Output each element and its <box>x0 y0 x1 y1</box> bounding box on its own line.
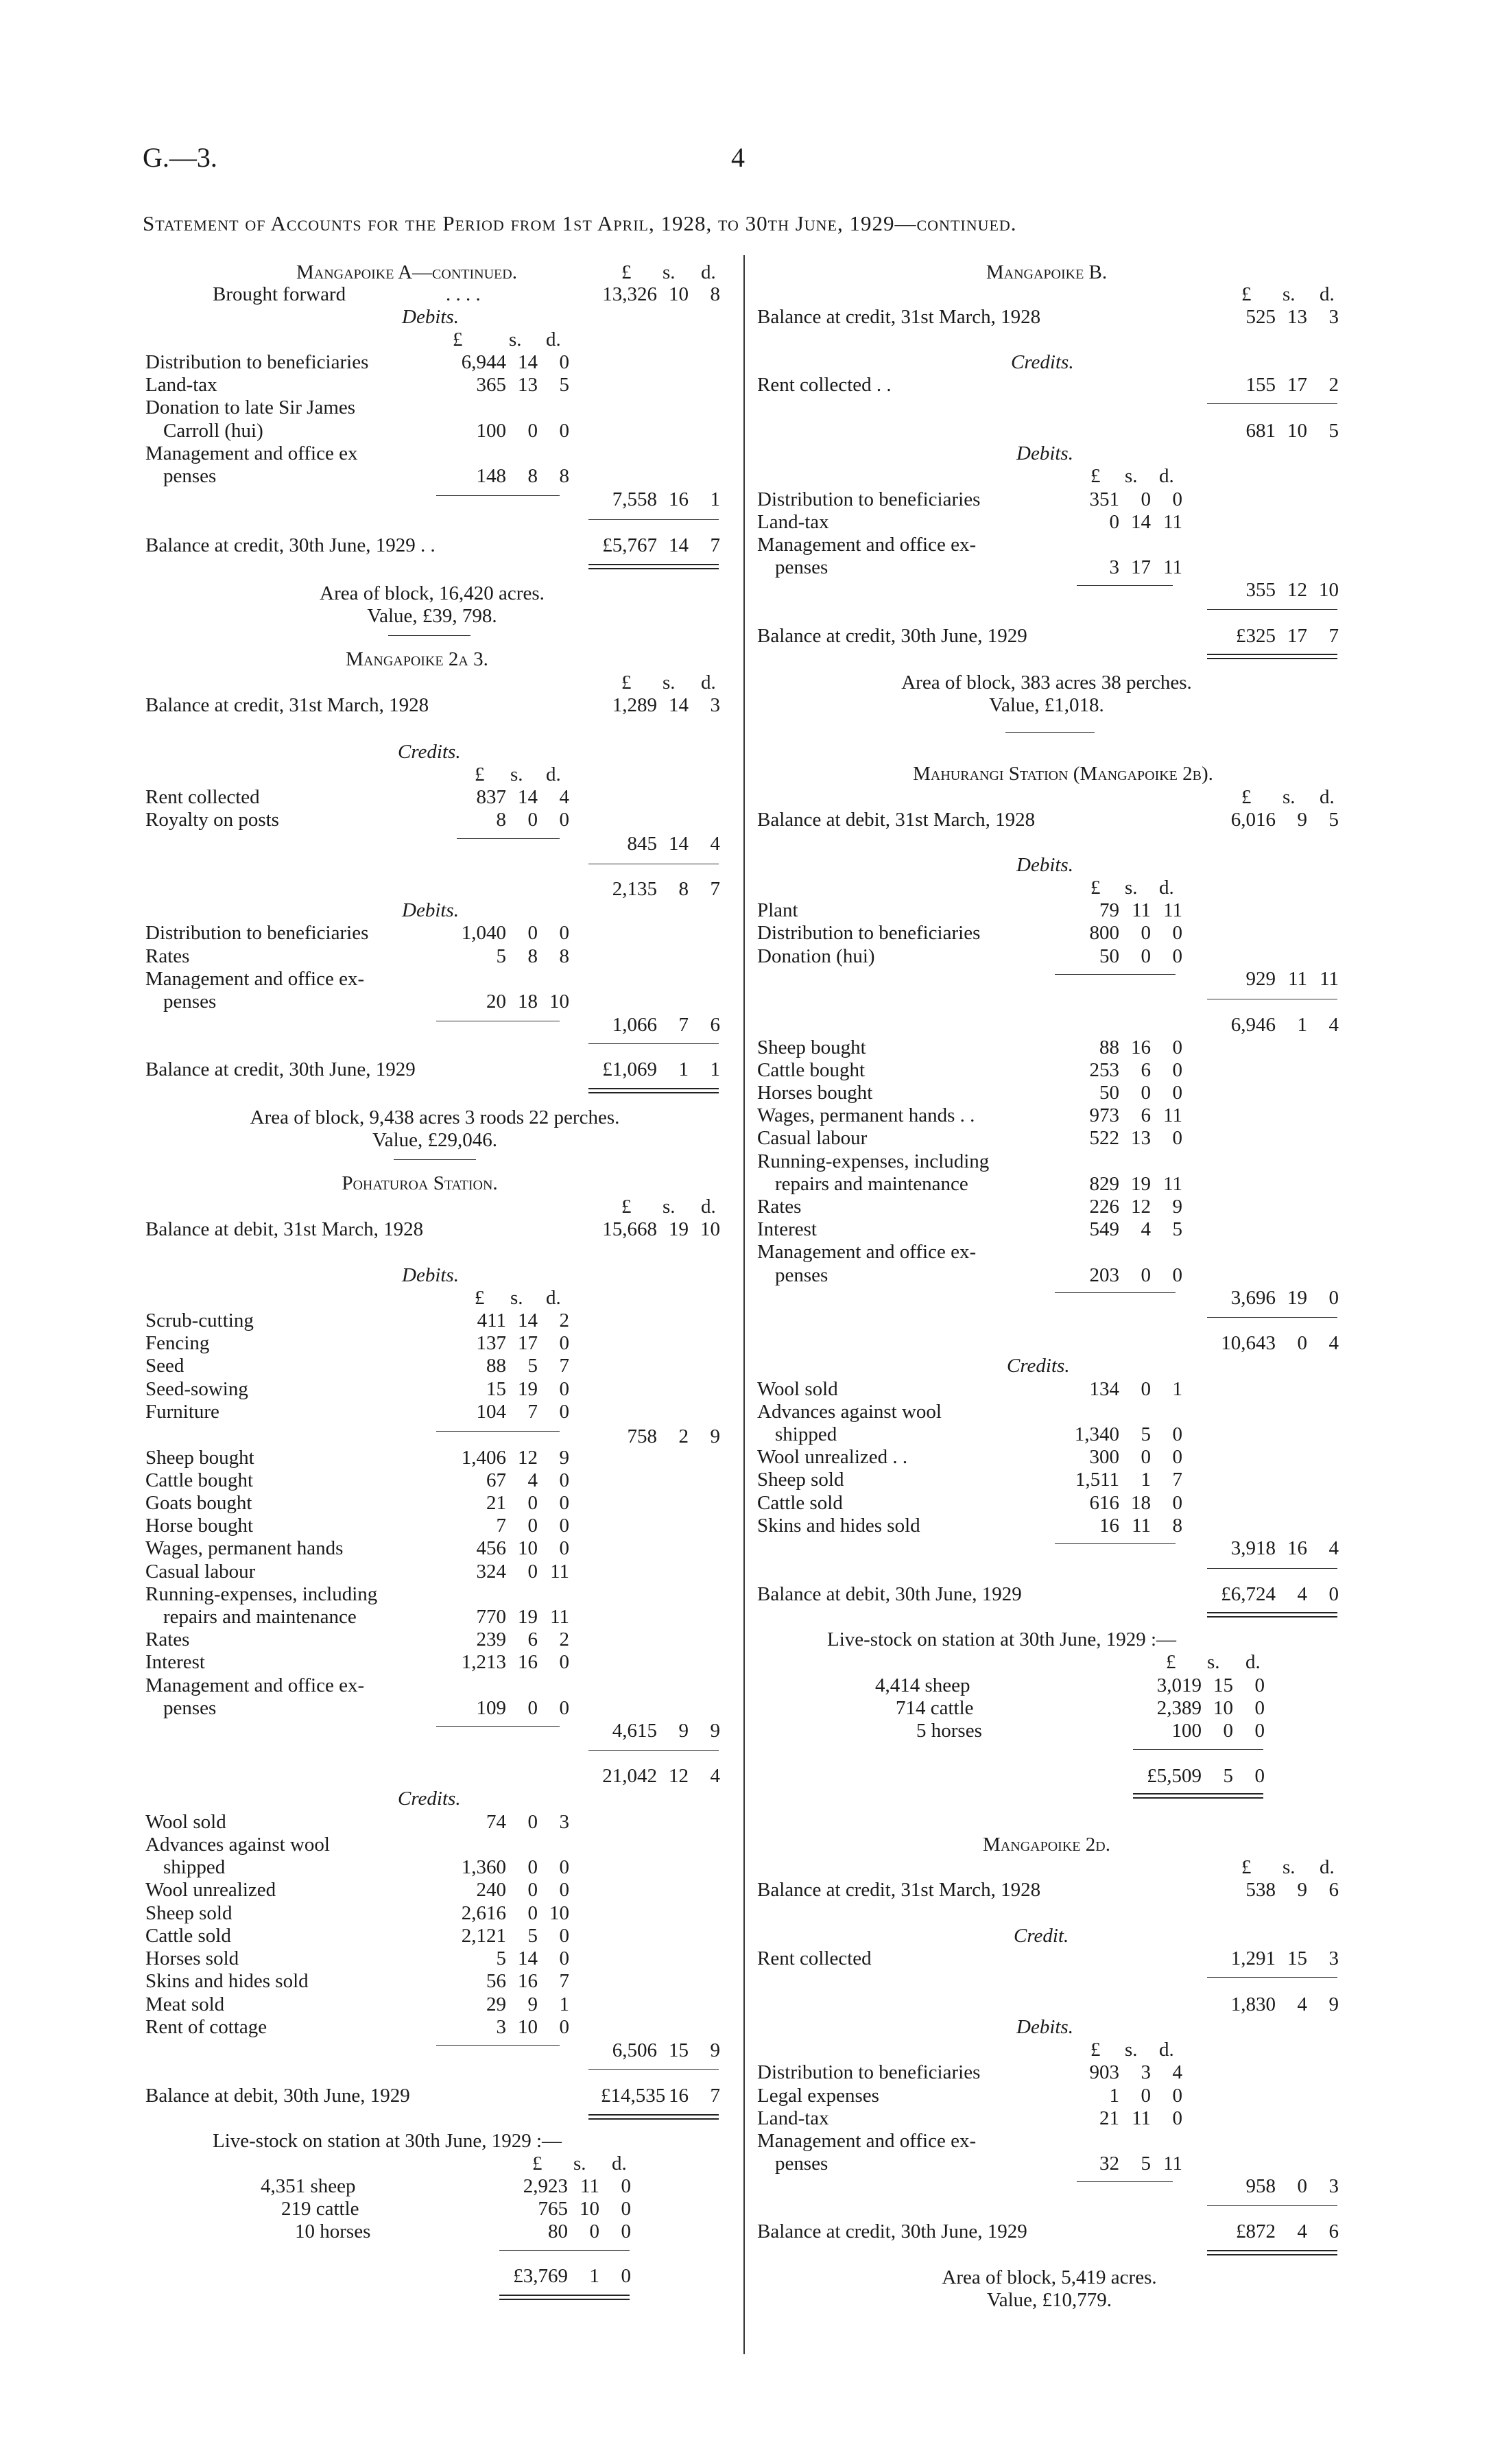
livestock-heading: Live-stock on station at 30th June, 1929 :— <box>213 2130 562 2152</box>
opening-balance-label: Balance at debit, 31st March, 1928 <box>757 809 1036 831</box>
livestock-label: 4,351 sheep <box>261 2175 356 2197</box>
double-rule <box>588 2114 719 2120</box>
ledger-label: Rates <box>757 1196 802 1218</box>
livestock-label: 219 cattle <box>281 2198 359 2220</box>
col-shilling: s. <box>1283 786 1296 808</box>
area-note: Area of block, 9,438 acres 3 roods 22 perches. <box>250 1106 620 1128</box>
col-pence: d. <box>612 2153 627 2175</box>
leader-dots: . . . . <box>446 283 481 305</box>
opening-balance-amount: 525 13 3 <box>1245 306 1339 328</box>
livestock-label: 10 horses <box>295 2220 371 2242</box>
col-pound: £ <box>1241 786 1252 808</box>
column-divider <box>743 255 745 2354</box>
page-number: 4 <box>731 142 745 173</box>
ledger-label: Rent collected <box>757 1947 872 1969</box>
subtotal-amount: 1,066 7 6 <box>612 1014 720 1036</box>
ledger-label: penses <box>775 2153 828 2175</box>
section-heading: Pohaturoa Station. <box>342 1172 498 1194</box>
ledger-amount: 32 5 11 <box>1099 2153 1182 2175</box>
subtotal-amount: 2,135 8 7 <box>612 878 720 900</box>
rule <box>1077 2181 1173 2182</box>
section-heading: Mangapoike 2d. <box>983 1834 1110 1856</box>
ledger-amount: 100 0 0 <box>476 420 569 442</box>
subtotal-amount: 845 14 4 <box>627 833 720 855</box>
opening-balance-label: Balance at debit, 31st March, 1928 <box>145 1218 424 1240</box>
section-heading: Mahurangi Station (Mangapoike 2b). <box>913 763 1213 785</box>
col-shilling: s. <box>1283 283 1296 305</box>
col-pence: d. <box>546 763 561 785</box>
ledger-label: Sheep bought <box>757 1036 866 1058</box>
col-pound: £ <box>621 261 632 283</box>
ledger-label: Sheep bought <box>145 1447 254 1469</box>
opening-balance-label: Balance at credit, 31st March, 1928 <box>757 306 1041 328</box>
ledger-amount: 300 0 0 <box>1089 1446 1182 1468</box>
subtotal-amount: 681 10 5 <box>1245 420 1339 442</box>
livestock-amount: 80 0 0 <box>548 2220 631 2242</box>
credit-label: Credit. <box>1014 1925 1069 1947</box>
ledger-label: Royalty on posts <box>145 809 279 831</box>
subtotal-amount: 10,643 0 4 <box>1221 1332 1339 1354</box>
ledger-amount: 770 19 11 <box>476 1606 569 1628</box>
ledger-label: Distribution to beneficiaries <box>757 488 981 510</box>
col-pound: £ <box>1166 1651 1176 1673</box>
debits-label: Debits. <box>1016 854 1073 876</box>
section-divider <box>394 1159 476 1160</box>
ledger-amount: 137 17 0 <box>476 1332 569 1354</box>
livestock-total: £5,509 5 0 <box>1147 1765 1265 1787</box>
subtotal-amount: 7,558 16 1 <box>612 488 720 510</box>
ledger-label: Rates <box>145 1628 190 1650</box>
col-shilling: s. <box>1283 1856 1296 1878</box>
double-rule <box>588 1088 719 1093</box>
col-pence: d. <box>1159 465 1174 487</box>
ledger-amount: 1,406 12 9 <box>461 1447 569 1469</box>
double-rule <box>588 564 719 569</box>
ledger-label: Management and office ex <box>145 442 358 464</box>
ledger-amount: 1,340 5 0 <box>1074 1423 1182 1445</box>
ledger-amount: 6,944 14 0 <box>461 351 569 373</box>
rule <box>1207 609 1337 610</box>
ledger-label: Advances against wool <box>757 1401 942 1423</box>
ledger-label: Wool sold <box>757 1378 838 1400</box>
ledger-label: Plant <box>757 899 798 921</box>
col-shilling: s. <box>663 261 676 283</box>
subtotal-amount: 958 0 3 <box>1245 2175 1339 2197</box>
rule <box>1207 403 1337 404</box>
livestock-amount: 3,019 15 0 <box>1156 1674 1265 1696</box>
ledger-amount: 21 0 0 <box>486 1492 569 1514</box>
rule <box>457 838 560 839</box>
balance-amount: £1,069 1 1 <box>602 1058 720 1080</box>
ledger-amount: 50 0 0 <box>1099 945 1182 967</box>
ledger-label: Cattle sold <box>145 1925 231 1947</box>
ledger-label: Wages, permanent hands <box>145 1537 344 1559</box>
opening-balance-amount: 15,668 19 10 <box>602 1218 720 1240</box>
livestock-amount: 2,389 10 0 <box>1156 1697 1265 1719</box>
balance-amount: £325 17 7 <box>1236 625 1339 647</box>
ledger-amount: 3 17 11 <box>1109 556 1182 578</box>
col-shilling: s. <box>1207 1651 1220 1673</box>
ledger-amount: 365 13 5 <box>476 374 569 396</box>
value-note: Value, £10,779. <box>986 2289 1112 2311</box>
ledger-amount: 1,511 1 7 <box>1075 1469 1182 1491</box>
ledger-label: shipped <box>163 1856 226 1878</box>
ledger-label: Rates <box>145 945 190 967</box>
subtotal-amount: 929 11 11 <box>1245 968 1339 990</box>
livestock-amount: 765 10 0 <box>538 2198 631 2220</box>
ledger-label: Casual labour <box>757 1127 868 1149</box>
ledger-label: Rent of cottage <box>145 2016 267 2038</box>
section-heading: Mangapoike B. <box>986 261 1108 283</box>
ledger-amount: 5 14 0 <box>496 1947 569 1969</box>
livestock-label: 4,414 sheep <box>875 1674 970 1696</box>
balance-label: Balance at debit, 30th June, 1929 <box>757 1583 1022 1605</box>
ledger-amount: 203 0 0 <box>1089 1264 1182 1286</box>
ledger-label: Fencing <box>145 1332 210 1354</box>
ledger-label: Running-expenses, including <box>757 1150 990 1172</box>
ledger-label: Meat sold <box>145 1993 225 2015</box>
subtotal-amount: 3,696 19 0 <box>1230 1287 1339 1309</box>
ledger-label: Management and office ex- <box>757 534 977 556</box>
col-shilling: s. <box>510 1287 523 1309</box>
col-pound: £ <box>532 2153 542 2175</box>
ledger-amount: 67 4 0 <box>486 1469 569 1491</box>
subtotal-amount: 1,830 4 9 <box>1230 1993 1339 2015</box>
ledger-amount: 79 11 11 <box>1099 899 1182 921</box>
col-pound: £ <box>1241 1856 1252 1878</box>
ledger-label: Seed-sowing <box>145 1378 248 1400</box>
ledger-label: Cattle bought <box>145 1469 254 1491</box>
ledger-label: Furniture <box>145 1401 219 1423</box>
ledger-amount: 456 10 0 <box>476 1537 569 1559</box>
col-pound: £ <box>1241 283 1252 305</box>
rule <box>588 1043 719 1044</box>
rule <box>436 1726 560 1727</box>
area-note: Area of block, 383 acres 38 perches. <box>901 672 1192 694</box>
ledger-label: Distribution to beneficiaries <box>145 351 369 373</box>
col-pound: £ <box>1090 877 1101 899</box>
rule <box>588 519 719 520</box>
rule <box>588 2069 719 2070</box>
col-pound: £ <box>475 763 485 785</box>
credits-label: Credits. <box>1011 351 1074 373</box>
ledger-amount: 253 6 0 <box>1089 1059 1182 1081</box>
ledger-amount: 29 9 1 <box>486 1993 569 2015</box>
col-shilling: s. <box>663 1196 676 1218</box>
ledger-amount: 1 0 0 <box>1109 2085 1182 2107</box>
ledger-label: penses <box>163 1697 217 1719</box>
rule <box>1055 1543 1176 1544</box>
opening-balance-amount: 538 9 6 <box>1245 1879 1339 1901</box>
ledger-label: Distribution to beneficiaries <box>757 2061 981 2083</box>
ledger-amount: 837 14 4 <box>476 786 569 808</box>
rule <box>1207 2205 1337 2206</box>
ledger-label: Sheep sold <box>757 1469 844 1491</box>
opening-balance-amount: 6,016 9 5 <box>1230 809 1339 831</box>
col-pence: d. <box>701 1196 716 1218</box>
ledger-amount: 522 13 0 <box>1089 1127 1182 1149</box>
ledger-amount: 351 0 0 <box>1089 488 1182 510</box>
subtotal-amount: 6,946 1 4 <box>1230 1014 1339 1036</box>
col-pence: d. <box>1320 786 1335 808</box>
ledger-label: Advances against wool <box>145 1834 330 1856</box>
col-shilling: s. <box>1125 465 1138 487</box>
livestock-total: £3,769 1 0 <box>513 2265 631 2287</box>
col-pound: £ <box>1090 2039 1101 2061</box>
col-shilling: s. <box>573 2153 586 2175</box>
opening-balance-label: Balance at credit, 31st March, 1928 <box>757 1879 1041 1901</box>
rule <box>436 1431 560 1432</box>
ledger-amount: 21 11 0 <box>1099 2107 1182 2129</box>
ledger-label: Casual labour <box>145 1561 256 1583</box>
ledger-label: Interest <box>757 1218 817 1240</box>
ledger-amount: 1,213 16 0 <box>461 1651 569 1673</box>
col-pound: £ <box>453 329 463 351</box>
ledger-label: Distribution to beneficiaries <box>757 922 981 944</box>
ledger-label: Donation (hui) <box>757 945 875 967</box>
ledger-label: Seed <box>145 1355 184 1377</box>
value-note: Value, £39, 798. <box>367 605 497 627</box>
ledger-amount: 104 7 0 <box>476 1401 569 1423</box>
rule <box>1055 1292 1176 1293</box>
ledger-amount: 239 6 2 <box>476 1628 569 1650</box>
ledger-label: Goats bought <box>145 1492 252 1514</box>
rule <box>499 2250 630 2251</box>
rule <box>436 2045 560 2046</box>
balance-amount: £5,767 14 7 <box>602 534 720 556</box>
ledger-amount: 20 18 10 <box>486 991 569 1012</box>
col-pence: d. <box>546 1287 561 1309</box>
ledger-amount: 240 0 0 <box>476 1879 569 1901</box>
ledger-amount: 2,616 0 10 <box>461 1902 569 1924</box>
ledger-amount: 148 8 8 <box>476 465 569 487</box>
ledger-amount: 3 10 0 <box>496 2016 569 2038</box>
credits-label: Credits. <box>1007 1355 1070 1377</box>
ledger-amount: 549 4 5 <box>1089 1218 1182 1240</box>
ledger-label: Running-expenses, including <box>145 1583 378 1605</box>
ledger-label: Skins and hides sold <box>757 1515 920 1537</box>
ledger-amount: 15 19 0 <box>486 1378 569 1400</box>
balance-label: Balance at credit, 30th June, 1929 . . <box>145 534 436 556</box>
opening-balance-amount: 1,289 14 3 <box>612 694 720 716</box>
col-shilling: s. <box>663 672 676 694</box>
subtotal-amount: 355 12 10 <box>1245 579 1339 601</box>
ledger-amount: 973 6 11 <box>1089 1104 1182 1126</box>
ledger-label: Rent collected <box>145 786 260 808</box>
col-shilling: s. <box>510 763 523 785</box>
ledger-label: Donation to late Sir James <box>145 396 356 418</box>
subtotal-amount: 4,615 9 9 <box>612 1720 720 1742</box>
col-pence: d. <box>1320 1856 1335 1878</box>
col-pence: d. <box>546 329 561 351</box>
ledger-amount: 155 17 2 <box>1245 374 1339 396</box>
balance-amount: £872 4 6 <box>1236 2220 1339 2242</box>
livestock-label: 5 horses <box>916 1720 982 1742</box>
balance-label: Balance at credit, 30th June, 1929 <box>145 1058 416 1080</box>
double-rule <box>1207 1612 1337 1618</box>
ledger-amount: 74 0 3 <box>486 1811 569 1833</box>
subtotal-amount: 3,918 16 4 <box>1230 1537 1339 1559</box>
ledger-label: Horse bought <box>145 1515 254 1537</box>
ledger-amount: 1,040 0 0 <box>461 922 569 944</box>
section-divider <box>388 635 470 636</box>
double-rule <box>1133 1793 1263 1799</box>
col-pence: d. <box>701 261 716 283</box>
statement-title: Statement of Accounts for the Period from 1st April, 1928, to 30th June, 1929—continued. <box>143 211 1017 235</box>
livestock-amount: 2,923 11 0 <box>523 2175 631 2197</box>
ledger-label: repairs and maintenance <box>163 1606 357 1628</box>
section-heading: Mangapoike A—continued. <box>296 261 517 283</box>
rule <box>588 1750 719 1751</box>
ledger-amount: 324 0 11 <box>476 1561 569 1583</box>
ledger-amount: 411 14 2 <box>477 1310 569 1331</box>
ledger-label: Cattle bought <box>757 1059 866 1081</box>
debits-label: Debits. <box>1016 2016 1073 2038</box>
ledger-amount: 134 0 1 <box>1089 1378 1182 1400</box>
col-pence: d. <box>701 672 716 694</box>
col-pence: d. <box>1159 2039 1174 2061</box>
section-heading: Mangapoike 2a 3. <box>346 648 488 670</box>
livestock-label: 714 cattle <box>896 1697 974 1719</box>
col-pound: £ <box>1090 465 1101 487</box>
ledger-amount: 1,291 15 3 <box>1230 1947 1339 1969</box>
ledger-label: Rent collected . . <box>757 374 892 396</box>
ledger-amount: 5 8 8 <box>496 945 569 967</box>
rule <box>1207 1977 1337 1978</box>
brought-forward-amount: 13,326 10 8 <box>602 283 720 305</box>
col-pound: £ <box>475 1287 485 1309</box>
value-note: Value, £1,018. <box>989 694 1104 716</box>
livestock-heading: Live-stock on station at 30th June, 1929 :— <box>827 1628 1177 1650</box>
ledger-label: Horses bought <box>757 1082 873 1104</box>
ledger-label: penses <box>163 465 217 487</box>
col-pence: d. <box>1245 1651 1261 1673</box>
col-shilling: s. <box>509 329 522 351</box>
ledger-label: Management and office ex- <box>757 1241 977 1263</box>
debits-label: Debits. <box>1016 442 1073 464</box>
ledger-label: Management and office ex- <box>757 2130 977 2152</box>
ledger-label: Carroll (hui) <box>163 420 263 442</box>
ledger-amount: 8 0 0 <box>496 809 569 831</box>
ledger-amount: 16 11 8 <box>1099 1515 1182 1537</box>
credits-label: Credits. <box>398 1788 461 1810</box>
double-rule <box>499 2295 630 2300</box>
debits-label: Debits. <box>402 899 459 921</box>
ledger-amount: 88 5 7 <box>486 1355 569 1377</box>
ledger-amount: 0 14 11 <box>1109 511 1182 533</box>
ledger-amount: 903 3 4 <box>1089 2061 1182 2083</box>
double-rule <box>1207 654 1337 659</box>
col-shilling: s. <box>1125 877 1138 899</box>
ledger-label: Legal expenses <box>757 2085 879 2107</box>
brought-forward-label: Brought forward <box>213 283 346 305</box>
ledger-label: repairs and maintenance <box>775 1173 968 1195</box>
area-note: Area of block, 5,419 acres. <box>942 2266 1157 2288</box>
col-pound: £ <box>621 672 632 694</box>
ledger-label: Management and office ex- <box>145 968 365 990</box>
rule <box>1055 974 1176 975</box>
value-note: Value, £29,046. <box>372 1129 498 1151</box>
ledger-amount: 800 0 0 <box>1089 922 1182 944</box>
ledger-amount: 616 18 0 <box>1089 1492 1182 1514</box>
ledger-amount: 56 16 7 <box>486 1970 569 1992</box>
opening-balance-label: Balance at credit, 31st March, 1928 <box>145 694 429 716</box>
col-pence: d. <box>1159 877 1174 899</box>
debits-label: Debits. <box>402 306 459 328</box>
rule <box>1133 1749 1263 1750</box>
ledger-amount: 2,121 5 0 <box>461 1925 569 1947</box>
balance-amount: £14,535 16 7 <box>601 2085 720 2107</box>
area-note: Area of block, 16,420 acres. <box>320 582 545 604</box>
ledger-label: Management and office ex- <box>145 1674 365 1696</box>
ledger-label: penses <box>163 991 217 1012</box>
ledger-label: Wages, permanent hands . . <box>757 1104 975 1126</box>
ledger-label: Scrub-cutting <box>145 1310 254 1331</box>
ledger-amount: 109 0 0 <box>476 1697 569 1719</box>
ledger-label: Land-tax <box>145 374 217 396</box>
ledger-amount: 50 0 0 <box>1099 1082 1182 1104</box>
ledger-label: Wool unrealized . . <box>757 1446 908 1468</box>
ledger-amount: 1,360 0 0 <box>461 1856 569 1878</box>
section-divider <box>1005 732 1095 733</box>
ledger-amount: 226 12 9 <box>1089 1196 1182 1218</box>
subtotal-amount: 6,506 15 9 <box>612 2039 720 2061</box>
ledger-label: Interest <box>145 1651 205 1673</box>
debits-label: Debits. <box>402 1264 459 1286</box>
ledger-amount: 7 0 0 <box>496 1515 569 1537</box>
rule <box>436 495 560 496</box>
ledger-label: penses <box>775 556 828 578</box>
livestock-amount: 100 0 0 <box>1171 1720 1265 1742</box>
ledger-label: shipped <box>775 1423 837 1445</box>
ledger-label: Land-tax <box>757 2107 829 2129</box>
subtotal-amount: 21,042 12 4 <box>602 1765 720 1787</box>
ledger-label: Wool sold <box>145 1811 226 1833</box>
ledger-label: Horses sold <box>145 1947 239 1969</box>
rule <box>1077 585 1173 586</box>
subtotal-amount: 758 2 9 <box>627 1425 720 1447</box>
balance-amount: £6,724 4 0 <box>1221 1583 1339 1605</box>
double-rule <box>1207 2250 1337 2255</box>
balance-label: Balance at debit, 30th June, 1929 <box>145 2085 410 2107</box>
ledger-label: Sheep sold <box>145 1902 232 1924</box>
ledger-label: Distribution to beneficiaries <box>145 922 369 944</box>
ledger-label: Skins and hides sold <box>145 1970 309 1992</box>
page-code: G.—3. <box>143 142 217 173</box>
rule <box>1207 1317 1337 1318</box>
col-pound: £ <box>621 1196 632 1218</box>
ledger-label: penses <box>775 1264 828 1286</box>
ledger-amount: 88 16 0 <box>1099 1036 1182 1058</box>
rule <box>1207 1568 1337 1569</box>
ledger-amount: 829 19 11 <box>1089 1173 1182 1195</box>
balance-label: Balance at credit, 30th June, 1929 <box>757 625 1027 647</box>
ledger-label: Wool unrealized <box>145 1879 276 1901</box>
col-pence: d. <box>1320 283 1335 305</box>
balance-label: Balance at credit, 30th June, 1929 <box>757 2220 1027 2242</box>
credits-label: Credits. <box>398 741 461 763</box>
ledger-label: Cattle sold <box>757 1492 843 1514</box>
col-shilling: s. <box>1125 2039 1138 2061</box>
ledger-label: Land-tax <box>757 511 829 533</box>
